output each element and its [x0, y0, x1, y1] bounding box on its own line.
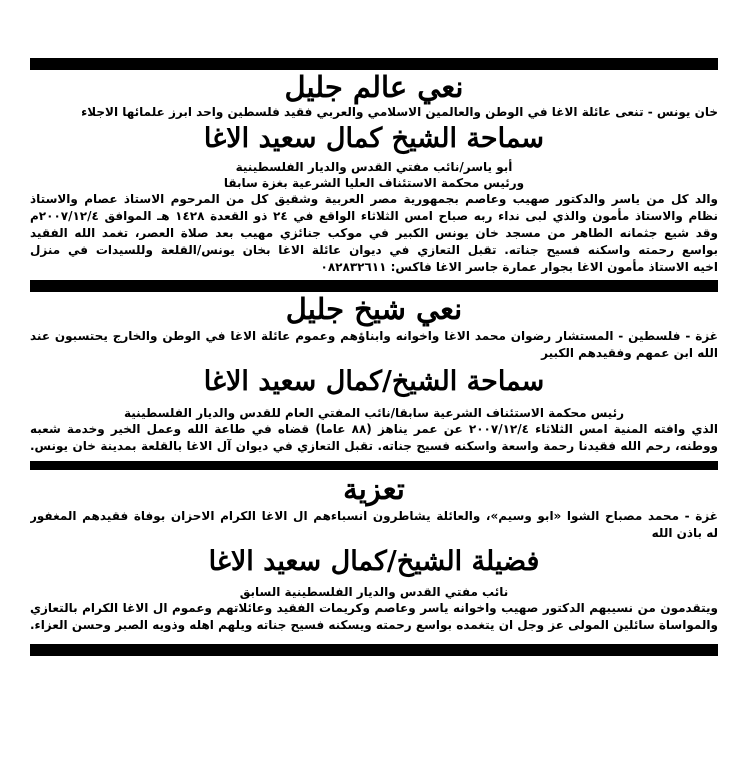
- notice-1-body-line-1: والد كل من ياسر والدكتور صهيب وعاصم بجمهورية مصر العربية وشقيق كل من المرحوم الاستاذ عصام والاستاذ: [30, 191, 718, 206]
- notice-1-fax-number: ٠٨٢٨٣٢٦١١: [320, 259, 387, 274]
- divider-1: [30, 280, 718, 292]
- notice-3-heading: تعزية: [343, 471, 405, 506]
- obituary-notice-1: [30, 72, 718, 276]
- divider-2: [30, 461, 718, 470]
- bottom-divider: [30, 644, 718, 656]
- notice-1-body-line-4: بواسع رحمته واسكنه فسيح جناته. تقبل التعازي في ديوان عائلة الاغا بخان يونس/القلعة وللسيدات في منزل: [30, 242, 718, 257]
- notice-2-intro-line-2: الله ابن عمهم وفقيدهم الكبير: [541, 346, 718, 361]
- notice-3-intro-line-2: له باذن الله: [651, 526, 718, 540]
- notice-1-last-line-text: اخيه الاستاذ مأمون الاغا بجوار عمارة جاسر الاغا فاكس:: [390, 259, 718, 274]
- obituary-page: [30, 58, 718, 656]
- top-divider: [30, 58, 718, 70]
- notice-3-intro-line-1: غزة - محمد مصباح الشوا «ابو وسيم»، والعائلة يشاطرون انسباءهم ال الاغا الكرام الاحزان بوفاة فقيدهم المغفور: [30, 509, 718, 523]
- notice-1-intro: خان يونس - تنعى عائلة الاغا في الوطن والعالمين الاسلامي والعربي فقيد فلسطين واحد ابرز علمائها الاجلاء: [81, 105, 718, 120]
- notice-1-body-line-3: وقد شيع جثمانه الطاهر من مسجد خان يونس الكبير في موكب جنائزي مهيب بعد صلاة العصر، تغمد الله الفقيد: [30, 225, 718, 240]
- notice-1-name: سماحة الشيخ كمال سعيد الاغا: [203, 123, 545, 155]
- notice-1-heading: نعي عالم جليل: [284, 70, 464, 104]
- obituary-notice-2: [30, 291, 718, 455]
- notice-3-body-line-2: والمواساة سائلين المولى عز وجل ان يتغمده بواسع رحمته ويسكنه فسيح جناته ويلهم اهله وذويه الصبر وحسن العزاء.: [30, 618, 718, 633]
- condolence-notice: [30, 471, 718, 635]
- notice-1-last-line: [30, 259, 718, 276]
- notice-1-title-2: ورئيس محكمة الاستئناف العليا الشرعية بغزة سابقا: [223, 175, 525, 190]
- notice-2-title: رئيس محكمة الاستئناف الشرعية سابقا/نائب المفتي العام للقدس والديار الفلسطينية: [124, 405, 624, 420]
- notice-2-body-line-1: الذي وافته المنية امس الثلاثاء ٢٠٠٧/١٢/٤ عن عمر يناهز (٨٨ عاما) قضاه في طاعة الله وعمل الخير وخدمة شعبه: [30, 421, 718, 436]
- notice-3-title: نائب مفتي القدس والديار الفلسطينية السابق: [239, 585, 509, 600]
- notice-2-heading: نعي شيخ جليل: [285, 291, 463, 326]
- notice-3-body-line-1: ويتقدمون من نسيبهم الدكتور صهيب واخوانه ياسر وعاصم وكريمات الفقيد وعائلاتهم وعموم ال الاغا الكرام بالتعازي: [30, 601, 718, 616]
- notice-2-intro-line-1: غزة - فلسطين - المستشار رضوان محمد الاغا واخوانه وابناؤهم وعموم عائلة الاغا في الوطن والخارج يحتسبون عند: [30, 329, 718, 344]
- notice-2-name: سماحة الشيخ/كمال سعيد الاغا: [203, 366, 545, 398]
- notice-3-name: فضيلة الشيخ/كمال سعيد الاغا: [208, 546, 540, 577]
- notice-2-body-line-2: ووطنه، رحم الله فقيدنا رحمة واسعة واسكنه فسيح جناته. تقبل التعازي في ديوان آل الاغا بالقلعة بمدينة خان يونس.: [30, 438, 718, 453]
- notice-1-body-line-2: نظام والاستاذ مأمون والذي لبى نداء ربه صباح امس الثلاثاء الواقع في ٢٤ ذو القعدة ١٤٢٨ هـ الموافق ٢٠٠٧/١٢/٤م: [30, 208, 718, 223]
- notice-1-title-1: أبو ياسر/نائب مفتي القدس والديار الفلسطينية: [235, 159, 513, 174]
